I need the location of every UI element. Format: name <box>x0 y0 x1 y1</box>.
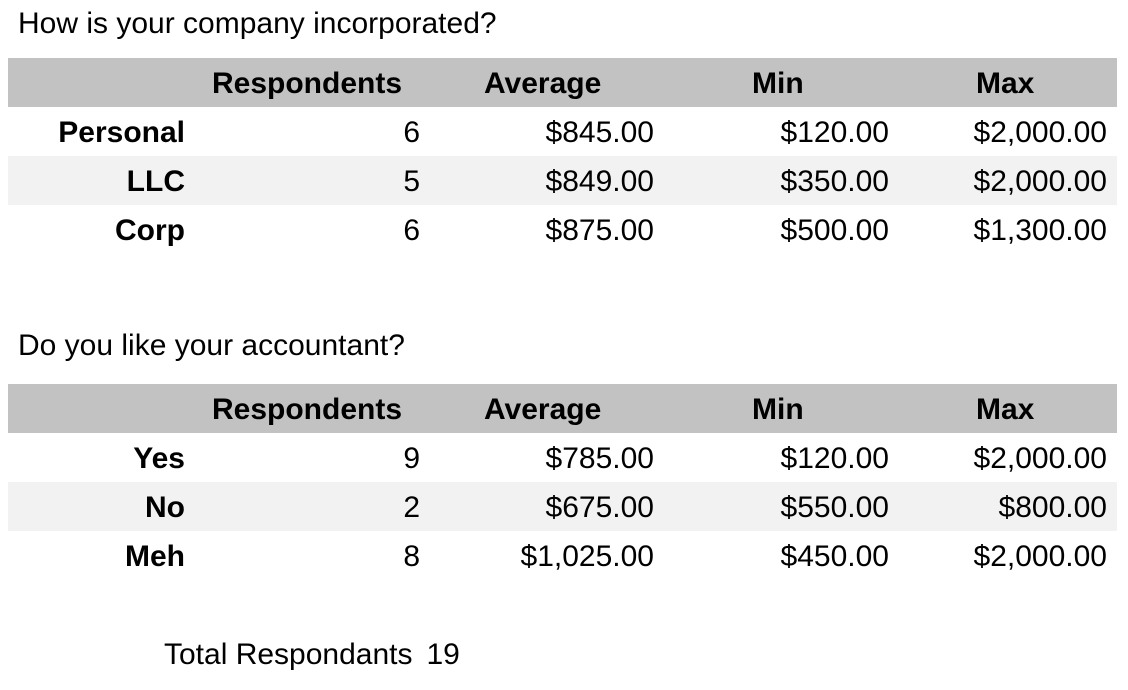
question-accountant-title: Do you like your accountant? <box>18 329 405 362</box>
column-header-average: Average <box>484 393 602 426</box>
respondents-cell: 5 <box>403 165 420 198</box>
respondents-cell: 8 <box>403 540 420 573</box>
min-cell: $120.00 <box>780 116 889 149</box>
row-label: LLC <box>126 165 185 198</box>
min-cell: $350.00 <box>780 165 889 198</box>
column-header-max: Max <box>976 393 1035 426</box>
max-cell: $2,000.00 <box>973 165 1107 198</box>
row-label: Corp <box>115 214 185 247</box>
min-cell: $500.00 <box>780 214 889 247</box>
table-row <box>8 482 1117 531</box>
average-cell: $785.00 <box>545 442 654 475</box>
max-cell: $800.00 <box>998 491 1107 524</box>
column-header-min: Min <box>752 67 804 100</box>
average-cell: $1,025.00 <box>520 540 654 573</box>
max-cell: $2,000.00 <box>973 540 1107 573</box>
incorporation-table <box>8 58 1117 254</box>
table-row <box>8 107 1117 156</box>
column-header-max: Max <box>976 67 1035 100</box>
min-cell: $550.00 <box>780 491 889 524</box>
table-row <box>8 433 1117 482</box>
average-cell: $849.00 <box>545 165 654 198</box>
max-cell: $1,300.00 <box>973 214 1107 247</box>
table-header-row <box>8 58 1117 107</box>
respondents-cell: 9 <box>403 442 420 475</box>
total-respondents-value: 19 <box>426 638 460 671</box>
column-header-respondents: Respondents <box>212 393 403 426</box>
row-label: Meh <box>125 540 185 573</box>
column-header-average: Average <box>484 67 602 100</box>
table-row <box>8 205 1117 254</box>
table-row <box>8 156 1117 205</box>
question-incorporation-title: How is your company incorporated? <box>18 7 497 40</box>
total-respondents-label: Total Respondants <box>164 638 413 671</box>
row-label: Yes <box>133 442 185 475</box>
average-cell: $675.00 <box>545 491 654 524</box>
column-header-min: Min <box>752 393 804 426</box>
max-cell: $2,000.00 <box>973 442 1107 475</box>
row-label: No <box>145 491 185 524</box>
total-respondents <box>164 636 460 674</box>
table-row <box>8 531 1117 580</box>
min-cell: $450.00 <box>780 540 889 573</box>
respondents-cell: 6 <box>403 214 420 247</box>
column-header-respondents: Respondents <box>212 67 403 100</box>
respondents-cell: 2 <box>403 491 420 524</box>
accountant-table <box>8 384 1117 580</box>
table-header-row <box>8 384 1117 433</box>
respondents-cell: 6 <box>403 116 420 149</box>
average-cell: $845.00 <box>545 116 654 149</box>
max-cell: $2,000.00 <box>973 116 1107 149</box>
row-label: Personal <box>58 116 185 149</box>
average-cell: $875.00 <box>545 214 654 247</box>
min-cell: $120.00 <box>780 442 889 475</box>
